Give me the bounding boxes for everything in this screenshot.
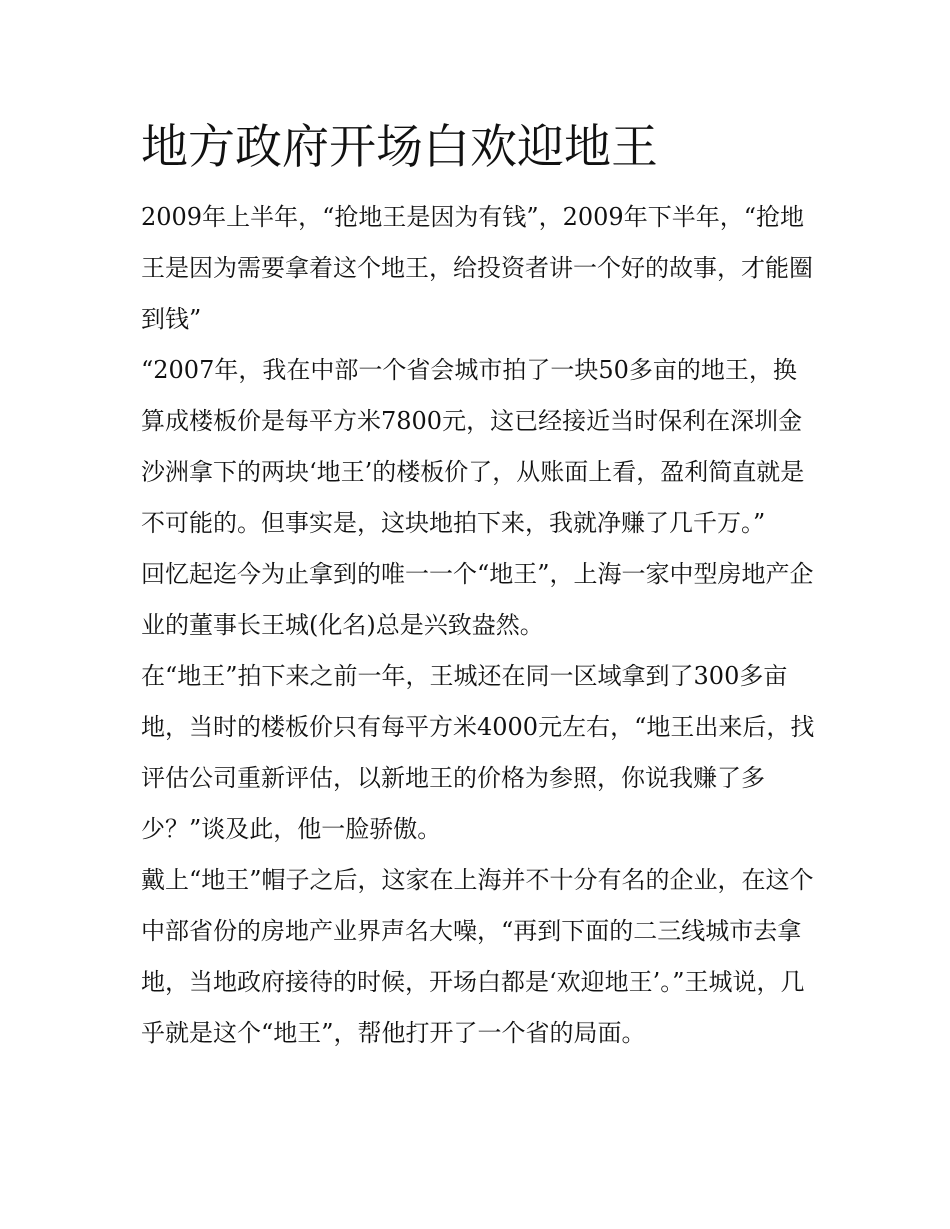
paragraph-5: 戴上“地王”帽子之后，这家在上海并不十分有名的企业，在这个中部省份的房地产业界声名大噪，“再到下面的二三线城市去拿地，当地政府接待的时候，开场白都是‘欢迎地王’。”王城说，几乎就是这个“地王”，帮他打开了一个省的局面。 bbox=[141, 866, 814, 1047]
paragraph-3: 回忆起迄今为止拿到的唯一一个“地王”，上海一家中型房地产企业的董事长王城(化名)总是兴致盎然。 bbox=[141, 560, 814, 639]
paragraph-4: 在“地王”拍下来之前一年，王城还在同一区域拿到了300多亩地，当时的楼板价只有每平方米4000元左右，“地王出来后，找评估公司重新评估，以新地王的价格为参照，你说我赚了多少？”谈及此，他一脸骄傲。 bbox=[141, 662, 815, 843]
paragraph-1: 2009年上半年，“抢地王是因为有钱”，2009年下半年，“抢地王是因为需要拿着这个地王，给投资者讲一个好的故事，才能圈到钱” bbox=[141, 203, 813, 333]
paragraph-2: “2007年，我在中部一个省会城市拍了一块50多亩的地王，换算成楼板价是每平方米7800元，这已经接近当时保利在深圳金沙洲拿下的两块‘地王’的楼板价了，从账面上看，盈利简直就是不可能的。但事实是，这块地拍下来，我就净赚了几千万。” bbox=[141, 356, 805, 537]
article-body bbox=[141, 116, 816, 1059]
article-title: 地方政府开场白欢迎地王 bbox=[141, 120, 658, 175]
